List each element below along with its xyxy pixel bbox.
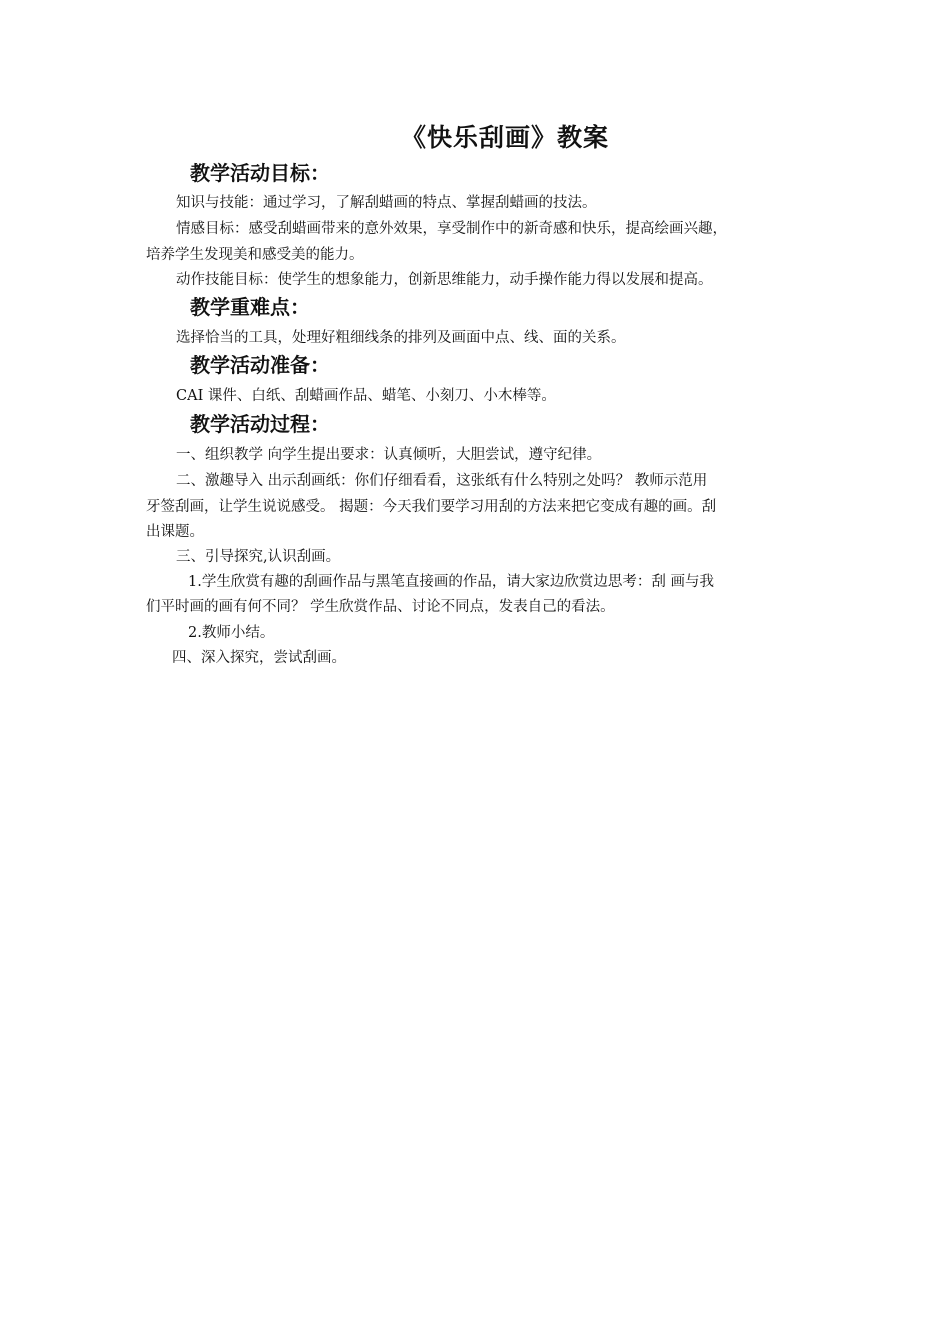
section-heading-key-points: 教学重难点： [190,295,310,319]
process-line-9: 四、深入探究，尝试刮画。 [172,650,346,666]
key-points-line-1: 选择恰当的工具，处理好粗细线条的排列及画面中点、线、面的关系。 [176,330,626,346]
process-line-6: 1.学生欣赏有趣的刮画作品与黑笔直接画的作品，请大家边欣赏边思考：刮 画与我 [188,574,714,590]
process-line-1: 一、组织教学 向学生提出要求：认真倾听，大胆尝试，遵守纪律。 [176,447,602,463]
preparation-line-1: CAI 课件、白纸、刮蜡画作品、蜡笔、小刻刀、小木棒等。 [176,388,556,404]
goals-line-3: 培养学生发现美和感受美的能力。 [146,247,364,263]
process-line-5: 三、引导探究,认识刮画。 [176,549,341,565]
section-heading-goals: 教学活动目标： [190,161,330,185]
goals-line-2: 情感目标：感受刮蜡画带来的意外效果，享受制作中的新奇感和快乐，提高绘画兴趣， [176,221,727,237]
section-heading-process: 教学活动过程： [190,412,330,436]
goals-line-4: 动作技能目标：使学生的想象能力，创新思维能力，动手操作能力得以发展和提高。 [176,272,713,288]
process-line-7: 们平时画的画有何不同？ 学生欣赏作品、讨论不同点，发表自己的看法。 [146,599,615,615]
process-line-8: 2.教师小结。 [188,625,275,641]
goals-line-1: 知识与技能：通过学习，了解刮蜡画的特点、掌握刮蜡画的技法。 [176,195,597,211]
process-line-4: 出课题。 [146,524,204,540]
section-heading-preparation: 教学活动准备： [190,353,330,377]
process-line-2: 二、激趣导入 出示刮画纸：你们仔细看看，这张纸有什么特别之处吗？ 教师示范用 [176,473,708,489]
document-title: 《快乐刮画》教案 [400,123,609,152]
process-line-3: 牙签刮画，让学生说说感受。 揭题：今天我们要学习用刮的方法来把它变成有趣的画。刮 [146,499,717,515]
